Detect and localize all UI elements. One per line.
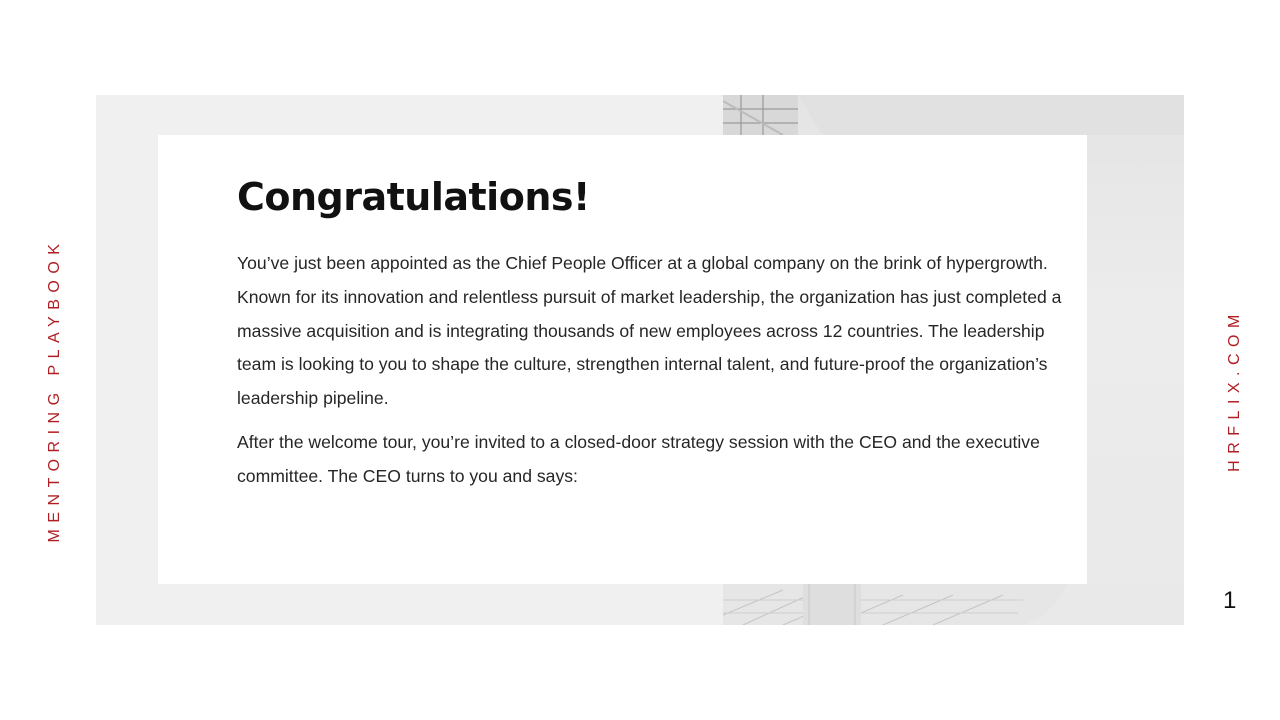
side-label-playbook: MENTORING PLAYBOOK xyxy=(46,237,63,543)
body-paragraph-session: After the welcome tour, you’re invited to a closed-door strategy session with the CEO and the executive committee. The CEO turns to you and says: xyxy=(237,431,1040,486)
body-paragraph-intro: You’ve just been appointed as the Chief People Officer at a global company on the brink of hypergrowth. Known for its innovation and relentless pursuit of market leadership, the organization has just completed a massive acquisition and is integrating thousands of new employees across 12 countries. The leadership team is looking to you to shape the culture, strengthen internal talent, and future-proof the organization’s leadership pipeline. xyxy=(237,253,1062,409)
side-label-website: HRFLIX.COM xyxy=(1226,308,1243,472)
slide-title: Congratulations! xyxy=(237,175,590,219)
page-number: 1 xyxy=(1223,587,1237,614)
slide-body xyxy=(237,247,1067,504)
content-card xyxy=(158,135,1087,584)
